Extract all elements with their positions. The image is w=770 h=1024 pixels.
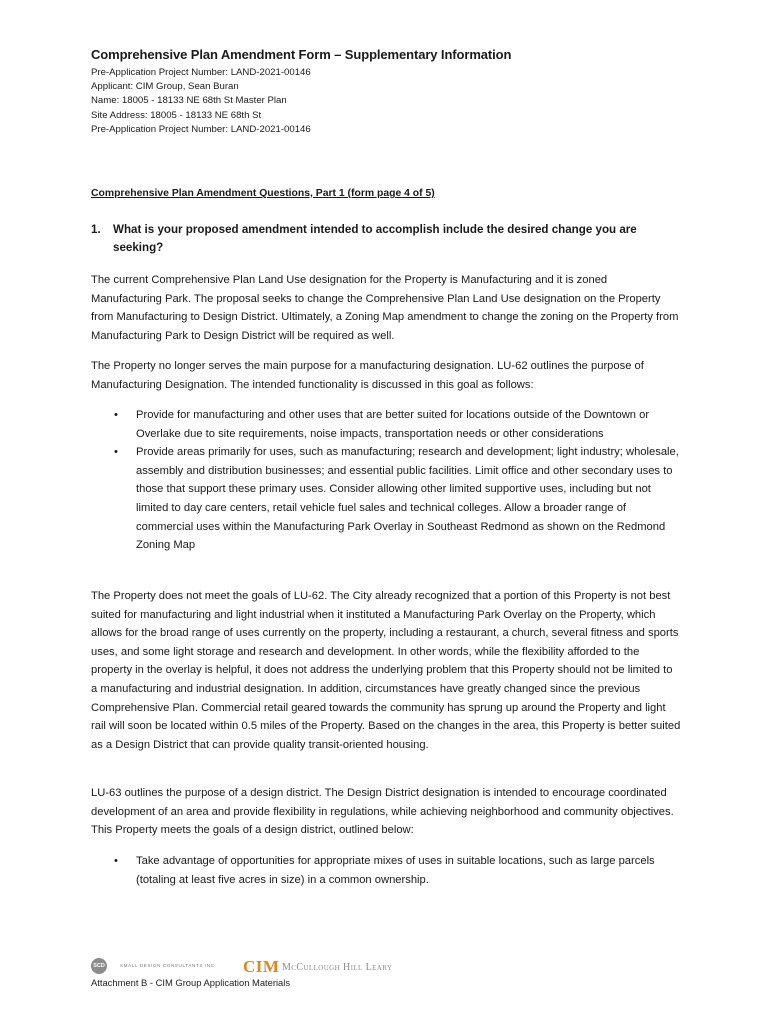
paragraph-current-designation: The current Comprehensive Plan Land Use designation for the Property is Manufacturing and it is zoned Manufacturing Park. The proposal seeks to change the Comprehensive Plan Land Use designation on the Property from Manufacturing to Design District. Ultimately, a Zoning Map amendment to change the zoning on the Property from Manufacturing Park to Design District will be required as well. [91, 274, 679, 342]
list-item [91, 406, 681, 443]
paragraph-lu62-analysis: The Property does not meet the goals of LU-62. The City already recognized that a portion of this Property is not best suited for manufacturing and light industrial when it instituted a Manufacturing Park Overlay on the Property, which allows for the broad range of uses currently on the property, including a restaurant, a church, several fitness and sports uses, and some light storage and research and development. In other words, while the flexibility afforded to the property in the overlay is helpful, it does not address the underlying problem that this Property should not be limited to a manufacturing and industrial designation. In addition, circumstances have greatly changed since the previous Comprehensive Plan. Commercial retail geared towards the community has sprung up around the Property and light rail will soon be located within 0.5 miles of the Property. Based on the changes in the area, this Property is better suited as a Design District that can provide quality transit-oriented housing. [91, 590, 681, 751]
sdd-logo-icon: SCD [91, 958, 107, 974]
sdd-logo-text: SMALL DESIGN CONSULTANTS INC [120, 963, 215, 968]
header-line-project-number: Pre-Application Project Number: LAND-2021-00146 [91, 67, 311, 78]
list-item-text: Take advantage of opportunities for appropriate mixes of uses in suitable locations, such as large parcels (totaling at least five acres in size) in a common ownership. [136, 855, 655, 886]
cim-logo: CIM [243, 957, 280, 976]
list-item [91, 852, 681, 889]
form-title: Comprehensive Plan Amendment Form – Supplementary Information [91, 47, 512, 62]
bullet-icon: • [114, 855, 118, 867]
header-info [91, 66, 311, 137]
header-line-site-address: Site Address: 18005 - 18133 NE 68th St [91, 109, 262, 121]
paragraph-lu63-intro: LU-63 outlines the purpose of a design district. The Design District designation is intended to encourage coordinated development of an area and provide flexibility in regulations, while achieving neighborhood and community objectives. This Property meets the goals of a design district, outlined below: [91, 787, 674, 837]
paragraph-lu62-intro: The Property no longer serves the main purpose for a manufacturing designation. LU-62 outlines the purpose of Manufacturing Designation. The intended functionality is discussed in this goal as follows: [91, 360, 644, 391]
header-line-applicant: Applicant: CIM Group, Sean Buran [91, 81, 239, 93]
list-item-text: Provide for manufacturing and other uses that are better suited for locations outside of the Downtown or Overlake due to site requirements, noise impacts, transportation needs or other considerations [136, 409, 650, 440]
bullet-icon: • [114, 409, 118, 421]
mhl-logo: McCullough Hill Leary [282, 962, 393, 973]
list-item [91, 443, 681, 555]
bullet-icon: • [114, 446, 118, 459]
question-text: What is your proposed amendment intended to accomplish include the desired change you are seeking? [113, 223, 637, 254]
footer-caption: Attachment B - CIM Group Application Materials [91, 977, 291, 988]
bullet-list-design-district [91, 852, 681, 889]
bullet-list-manufacturing [91, 406, 681, 555]
question-number: 1. [91, 223, 101, 236]
header-line-project-number-repeat: Pre-Application Project Number: LAND-2021-00146 [91, 123, 311, 135]
section-heading: Comprehensive Plan Amendment Questions, Part 1 (form page 4 of 5) [91, 188, 435, 199]
footer-logos [91, 958, 411, 978]
header-line-name: Name: 18005 - 18133 NE 68th St Master Plan [91, 95, 287, 107]
list-item-text: Provide areas primarily for uses, such as manufacturing; research and development; light industry; wholesale, assembly and distribution businesses; and essential public facilities. Limit office and other secondary uses to those that support these primary uses. Consider allowing other limited supportive uses, including but not limited to day care centers, retail vehicle fuel sales and technical colleges. Allow a broader range of commercial uses within the Manufacturing Park Overlay in Southeast Redmond as shown on the Redmond Zoning Map [136, 446, 679, 552]
